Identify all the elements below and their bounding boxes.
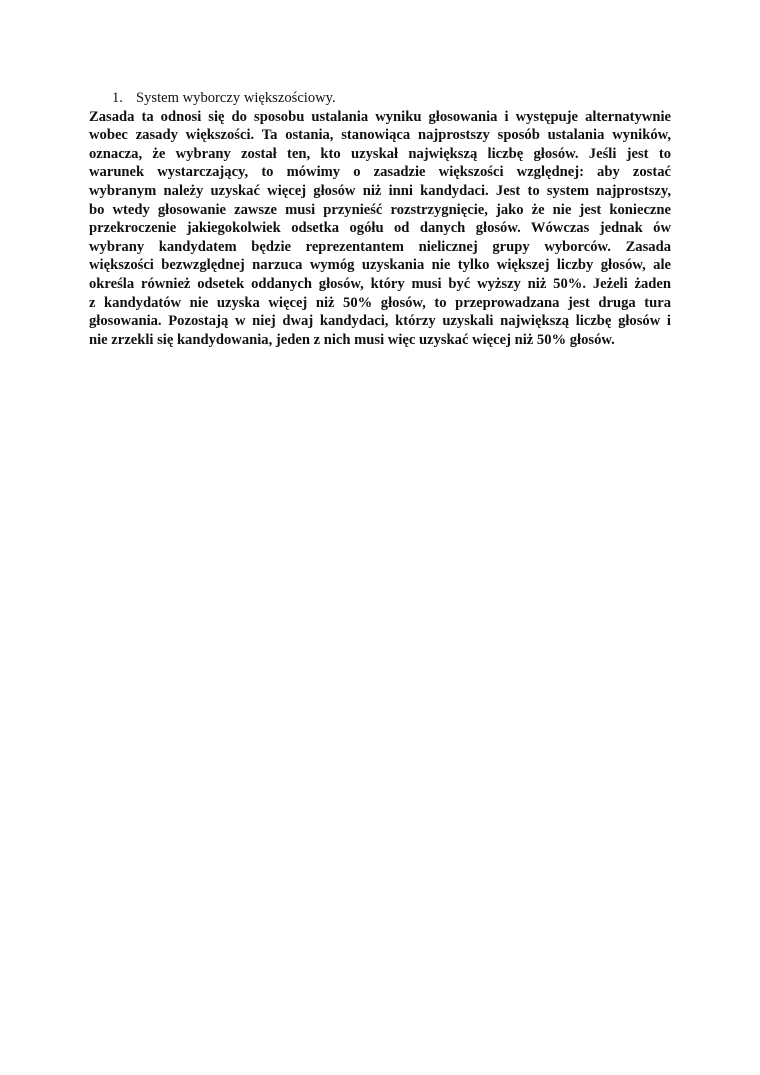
paragraph-line: wybranym należy uzyskać więcej głosów niż inni kandydaci. Jest to system najprostszy, (89, 182, 671, 199)
paragraph-line: bo wtedy głosowanie zawsze musi przynieść rozstrzygnięcie, jako że nie jest konieczne (89, 201, 671, 218)
paragraph-line: warunek wystarczający, to mówimy o zasadzie większości względnej: aby zostać (89, 164, 671, 181)
section-number: 1. (112, 90, 123, 106)
paragraph-line: Zasada ta odnosi się do sposobu ustalania wyniku głosowania i występuje alternatywnie (89, 108, 671, 125)
paragraph-line: głosowania. Pozostają w niej dwaj kandydaci, którzy uzyskali największą liczbę głosów i (89, 313, 671, 330)
section-title: System wyborczy większościowy. (136, 90, 336, 106)
document-content (89, 89, 671, 349)
section-heading (112, 89, 671, 108)
paragraph-line: określa również odsetek oddanych głosów, który musi być wyższy niż 50%. Jeżeli żaden (89, 275, 671, 292)
paragraph-line: wobec zasady większości. Ta ostania, stanowiąca najprostszy sposób ustalania wyników, (89, 127, 671, 144)
paragraph-line: większości bezwzględnej narzuca wymóg uzyskania nie tylko większej liczby głosów, ale (89, 257, 671, 274)
paragraph-line: oznacza, że wybrany został ten, kto uzyskał największą liczbę głosów. Jeśli jest to (89, 145, 671, 162)
paragraph-line: przekroczenie jakiegokolwiek odsetka ogółu od danych głosów. Wówczas jednak ów (89, 220, 671, 237)
paragraph-line: wybrany kandydatem będzie reprezentantem nielicznej grupy wyborców. Zasada (89, 238, 671, 255)
body-paragraph (89, 108, 671, 350)
paragraph-line: nie zrzekli się kandydowania, jeden z nich musi więc uzyskać więcej niż 50% głosów. (89, 331, 615, 348)
paragraph-line: z kandydatów nie uzyska więcej niż 50% głosów, to przeprowadzana jest druga tura (89, 294, 671, 311)
